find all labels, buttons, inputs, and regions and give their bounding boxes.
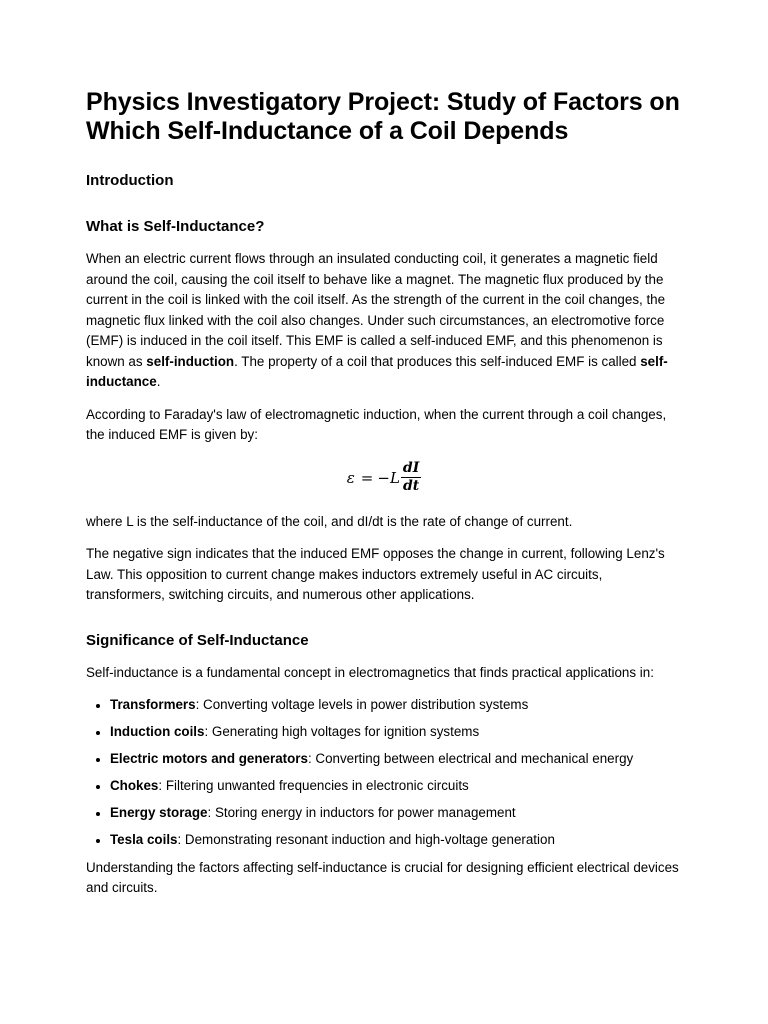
list-item	[110, 695, 682, 716]
list-item-desc: : Filtering unwanted frequencies in electronic circuits	[158, 778, 469, 794]
list-item-desc: : Demonstrating resonant induction and high-voltage generation	[177, 832, 555, 848]
what-is-self-inductance-heading: What is Self-Inductance?	[86, 218, 265, 235]
significance-intro-paragraph: Self-inductance is a fundamental concept in electromagnetics that finds practical applications in:	[86, 664, 654, 680]
list-item-desc: : Converting voltage levels in power distribution systems	[195, 697, 529, 712]
paragraph-text: . The property of a coil that produces this self-induced EMF is called	[234, 353, 641, 369]
list-item	[110, 830, 682, 851]
list-item	[110, 776, 682, 797]
formula-emf-symbol: ε	[346, 468, 355, 487]
formula-fraction	[401, 460, 421, 495]
formula-explanation-paragraph: where L is the self-inductance of the coil, and dI/dt is the rate of change of current.	[86, 513, 573, 529]
paragraph-text: When an electric current flows through an insulated conducting coil, it generates a magnetic field around the coil, causing the coil itself to behave like a magnet. The magnetic flux produced by the current in the coil is linked with the coil itself. As the strength of the current in the coil changes, the magnetic flux linked with the coil also changes. Under such circumstances, an electromotive force (EMF) is induced in the coil itself. This EMF is called a self-induced EMF, and this phenomenon is known as	[86, 251, 666, 369]
page-title: Physics Investigatory Project: Study of Factors on Which Self-Inductance of a Coil Depends	[86, 88, 680, 145]
self-inductance-term: self-inductance	[86, 353, 668, 389]
introduction-heading: Introduction	[86, 172, 174, 189]
self-inductance-definition-paragraph	[86, 249, 682, 393]
paragraph-text: .	[156, 374, 161, 389]
list-item	[110, 749, 682, 770]
list-item-term: Induction coils	[110, 724, 205, 740]
list-item-desc: : Converting between electrical and mechanical energy	[307, 751, 634, 767]
list-item-term: Transformers	[110, 697, 196, 712]
list-item-desc: : Storing energy in inductors for power management	[207, 805, 516, 821]
conclusion-paragraph: Understanding the factors affecting self-inductance is crucial for designing efficient electrical devices and circuits.	[86, 859, 679, 896]
list-item-term: Electric motors and generators	[110, 751, 308, 767]
list-item	[110, 803, 682, 824]
applications-list	[86, 695, 682, 851]
self-induction-term: self-induction	[146, 353, 235, 369]
formula-rhs-prefix: −L	[377, 468, 400, 487]
formula-denominator: dt	[402, 478, 420, 494]
list-item-term: Tesla coils	[110, 832, 178, 848]
list-item	[110, 722, 682, 743]
emf-formula	[86, 456, 682, 500]
list-item-term: Energy storage	[110, 805, 208, 821]
significance-heading: Significance of Self-Inductance	[86, 631, 309, 649]
faraday-law-paragraph: According to Faraday's law of electromagnetic induction, when the current through a coil changes, the induced EMF is given by:	[86, 406, 667, 442]
formula-equals: =	[360, 468, 374, 487]
list-item-term: Chokes	[110, 778, 159, 794]
list-item-desc: : Generating high voltages for ignition systems	[204, 724, 480, 740]
lenz-law-paragraph: The negative sign indicates that the induced EMF opposes the change in current, following Lenz's Law. This opposition to current change makes inductors extremely useful in AC circuits, transformers, switching circuits, and numerous other applications.	[86, 546, 665, 602]
formula-numerator: dI	[402, 460, 420, 476]
